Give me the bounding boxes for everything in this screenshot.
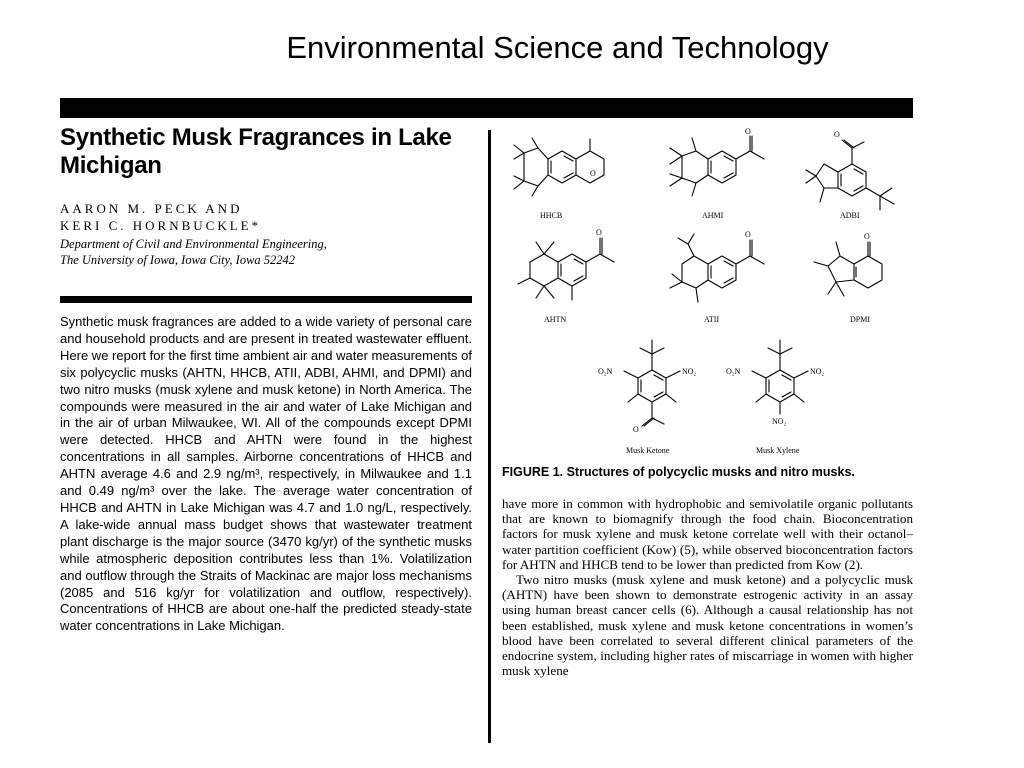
- paragraph: Two nitro musks (musk xylene and musk ketone) and a polycyclic musk (AHTN) have been shown to demonstrate estrogenic activity in an assay using human breast cancer cells (6). Although a causal relationship has not been established, musk xylene and musk ketone concentrations in women’s blood have been correlated to several different clinical parameters of the endocrine system, including higher rates of miscarriage in women with higher musk xylene: [502, 572, 913, 679]
- musk-xylene-structure: [752, 340, 808, 414]
- nitro-label: NO₂: [810, 367, 825, 376]
- left-column: [60, 124, 472, 268]
- adbi-structure: [806, 140, 894, 210]
- label-musk-ketone: Musk Ketone: [626, 446, 670, 455]
- label-hhcb: HHCB: [540, 211, 563, 220]
- label-ahtn: AHTN: [544, 315, 567, 324]
- nitro-label: NO₂: [682, 367, 697, 376]
- label-atii: ATII: [704, 315, 720, 324]
- atii-structure: [670, 234, 764, 302]
- column-rule: [488, 130, 491, 743]
- ahmi-structure: [670, 136, 764, 196]
- affiliation-line: The University of Iowa, Iowa City, Iowa 52242: [60, 253, 296, 267]
- article-title: Synthetic Musk Fragrances in Lake Michigan: [60, 124, 452, 179]
- oxygen-label: O: [745, 230, 751, 239]
- nitro-label: NO₂: [772, 417, 787, 426]
- slide-title: Environmental Science and Technology: [286, 30, 829, 65]
- oxygen-label: O: [834, 130, 840, 139]
- oxygen-label: O: [590, 169, 596, 178]
- dpmi-structure: [814, 242, 882, 296]
- right-column: [502, 126, 913, 679]
- oxygen-label: O: [745, 127, 751, 136]
- header-bar: [60, 98, 913, 118]
- label-musk-xylene: Musk Xylene: [756, 446, 800, 455]
- abstract: Synthetic musk fragrances are added to a wide variety of personal care and household products and are present in treated wastewater effluent. Here we report for the first time ambient air and water measurements of six polycyclic musks (AHTN, HHCB, ATII, ADBI, AHMI, and DPMI) and two nitro musks (musk xylene and musk ketone) in North America. The compounds were measured in the air and water of Lake Michigan and in the air of urban Milwaukee, WI. All of the compounds except DPMI were detected. HHCB and AHTN were found in the highest concentrations in all samples. Airborne concentrations of HHCB and AHTN average 4.6 and 2.9 ng/m³, respectively, in Milwaukee and 1.1 and 0.49 ng/m³ over the lake. The average water concentration of HHCB and AHTN in Lake Michigan was 4.7 and 1.0 ng/L, respectively. A lake-wide annual mass budget shows that wastewater treatment plant discharge is the major source (3470 kg/yr) of the synthetic musks while atmospheric deposition contributes less than 1%. Volatilization and outflow through the Straits of Mackinac are major loss mechanisms (2085 and 516 kg/yr for volatilization and outflow, respectively). Concentrations of HHCB are about one-half the predicted steady-state water concentrations in Lake Michigan.: [60, 314, 472, 634]
- nitro-label: O₂N: [598, 367, 613, 376]
- label-ahmi: AHMI: [702, 211, 724, 220]
- ahtn-structure: [518, 238, 614, 300]
- label-adbi: ADBI: [840, 211, 860, 220]
- oxygen-label: O: [633, 425, 639, 434]
- hhcb-structure: [514, 138, 604, 196]
- oxygen-label: O: [596, 228, 602, 237]
- author-line: AARON M. PECK AND: [60, 201, 243, 216]
- musk-ketone-structure: [624, 340, 680, 426]
- affiliation-line: Department of Civil and Environmental Engineering,: [60, 237, 327, 251]
- body-text: [502, 496, 913, 678]
- journal-page: [60, 98, 913, 743]
- structures-diagram: [502, 126, 913, 461]
- paragraph: have more in common with hydrophobic and semivolatile organic pollutants that are known to biomagnify through the food chain. Bioconcentration factors for musk xylene and musk ketone correlate well with their octanol–water partition coefficient (Kow) (5), while observed bioconcentration factors for AHTN and HHCB tend to be lower than predicted from Kow (2).: [502, 496, 913, 572]
- oxygen-label: O: [864, 232, 870, 241]
- figure-1: [502, 126, 913, 479]
- authors: [60, 200, 472, 234]
- label-dpmi: DPMI: [850, 315, 871, 324]
- figure-caption: FIGURE 1. Structures of polycyclic musks and nitro musks.: [502, 465, 855, 479]
- abstract-divider: [60, 296, 472, 303]
- author-line: KERI C. HORNBUCKLE*: [60, 218, 262, 233]
- affiliation: [60, 236, 472, 268]
- nitro-label: O₂N: [726, 367, 741, 376]
